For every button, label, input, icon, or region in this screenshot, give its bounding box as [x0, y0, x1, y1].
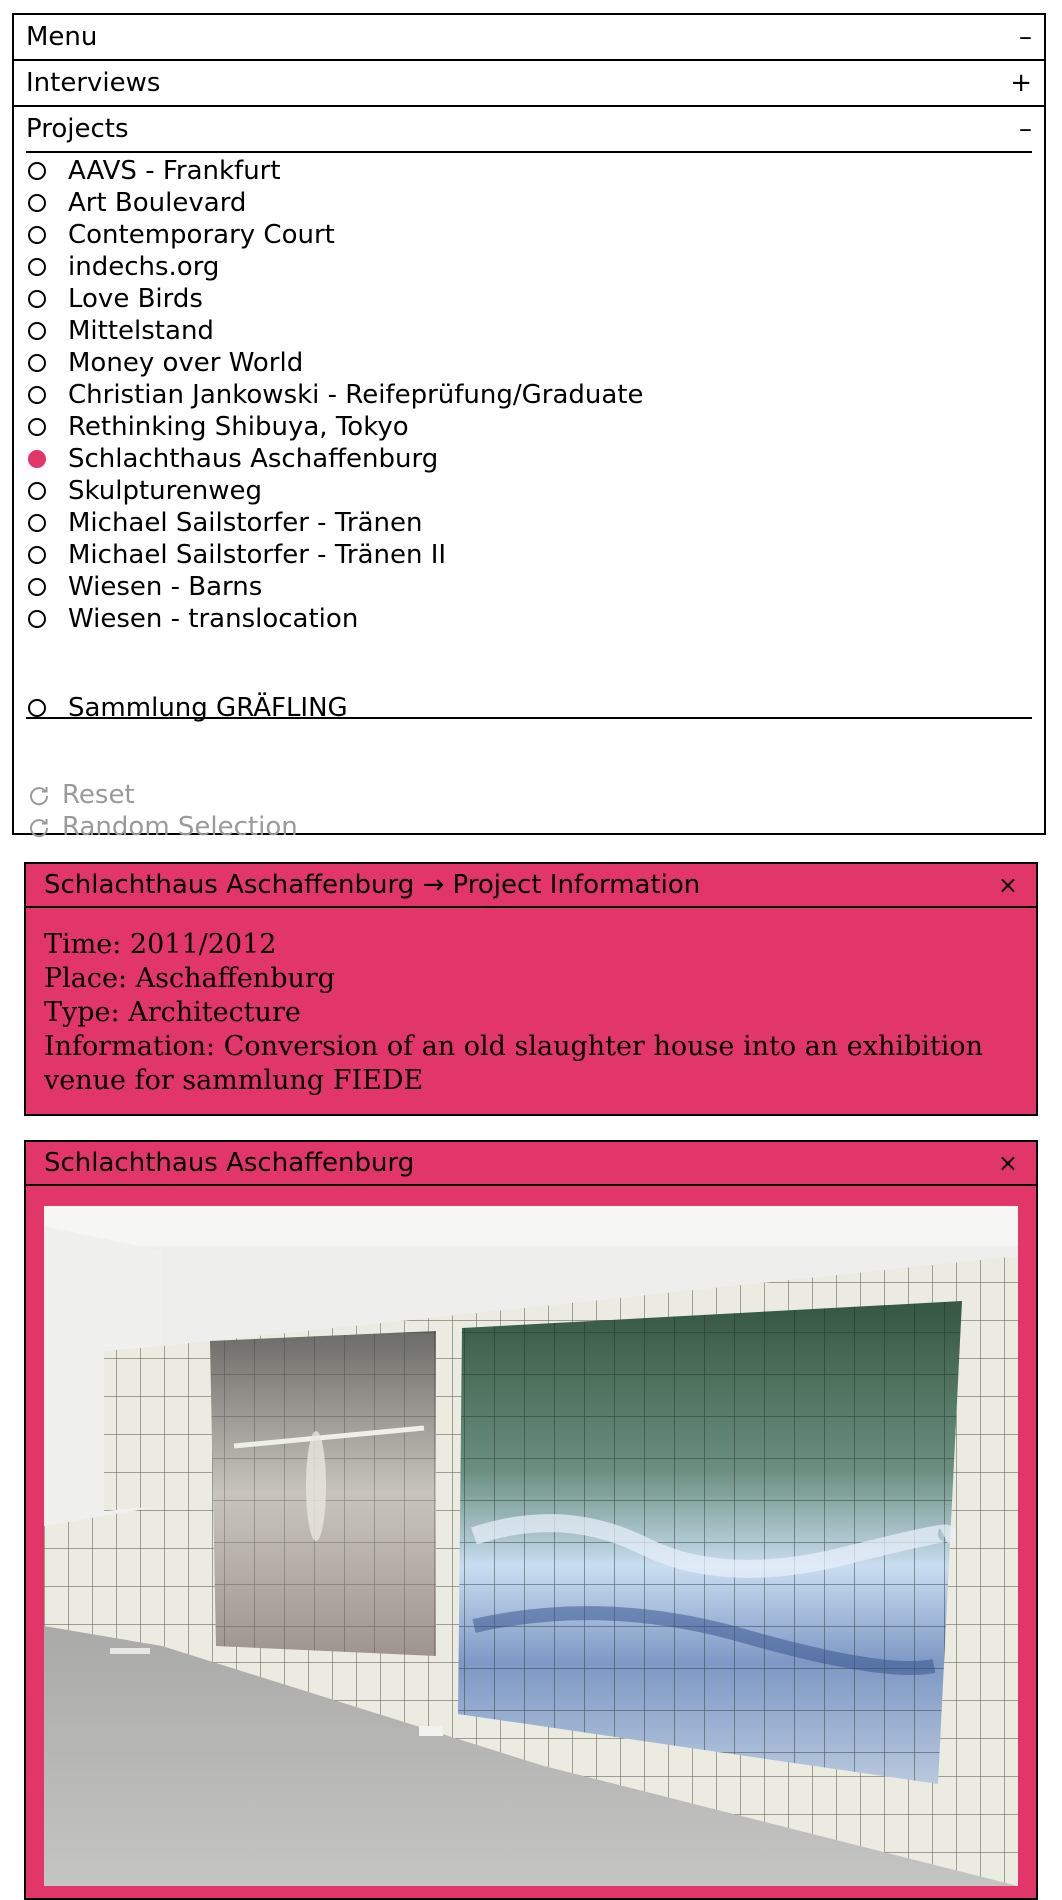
project-place: Place: Aschaffenburg [44, 963, 336, 994]
project-item-wiesen-barns[interactable] [26, 571, 1032, 603]
radio-icon[interactable] [28, 354, 46, 372]
radio-icon[interactable] [28, 482, 46, 500]
collapse-icon[interactable]: – [1019, 22, 1032, 52]
project-label: Money over World [68, 348, 304, 378]
project-type: Type: Architecture [44, 997, 301, 1028]
panel-title: Schlachthaus Aschaffenburg → Project Information [44, 870, 701, 900]
exhibition-room-photo [44, 1206, 1018, 1886]
project-label: Contemporary Court [68, 220, 335, 250]
project-info-body [26, 908, 1036, 1098]
project-label: Love Birds [68, 284, 203, 314]
project-item-love-birds[interactable] [26, 283, 1032, 315]
panel-title: Schlachthaus Aschaffenburg [44, 1148, 415, 1178]
expand-icon[interactable]: + [1010, 68, 1032, 98]
project-item-jankowski-reifepruefung[interactable] [26, 379, 1032, 411]
project-item-wiesen-translocation[interactable] [26, 603, 1032, 635]
menu-actions [26, 779, 298, 843]
project-label: Sammlung GRÄFLING [68, 693, 348, 723]
radio-icon[interactable] [28, 290, 46, 308]
radio-icon[interactable] [28, 162, 46, 180]
close-icon[interactable]: × [997, 871, 1018, 899]
project-item-aavs-frankfurt[interactable] [26, 155, 1032, 187]
menu-title: Menu [26, 22, 98, 52]
interviews-label: Interviews [26, 68, 161, 98]
radio-icon[interactable] [28, 546, 46, 564]
radio-icon[interactable] [28, 514, 46, 532]
close-icon[interactable]: × [997, 1149, 1018, 1177]
project-item-rethinking-shibuya[interactable] [26, 411, 1032, 443]
panel-header [26, 1142, 1036, 1186]
radio-icon[interactable] [28, 194, 46, 212]
project-label: Wiesen - translocation [68, 604, 359, 634]
project-item-contemporary-court[interactable] [26, 219, 1032, 251]
project-label: Art Boulevard [68, 188, 247, 218]
project-label: Skulpturenweg [68, 476, 262, 506]
menu-header[interactable] [14, 15, 1044, 61]
radio-icon[interactable] [28, 258, 46, 276]
random-selection-label: Random Selection [62, 812, 298, 842]
project-label: Michael Sailstorfer - Tränen II [68, 540, 447, 570]
project-item-sailstorfer-traenen[interactable] [26, 507, 1032, 539]
panel-header [26, 864, 1036, 908]
collapse-icon[interactable]: – [1019, 114, 1032, 144]
project-label: AAVS - Frankfurt [68, 156, 281, 186]
project-label: Wiesen - Barns [68, 572, 263, 602]
project-label: Rethinking Shibuya, Tokyo [68, 412, 409, 442]
refresh-icon [28, 784, 50, 806]
project-label: Schlachthaus Aschaffenburg [68, 444, 439, 474]
random-selection-button[interactable] [26, 811, 298, 843]
radio-icon[interactable] [28, 418, 46, 436]
project-label: Michael Sailstorfer - Tränen [68, 508, 423, 538]
project-label: indechs.org [68, 252, 220, 282]
radio-icon[interactable] [28, 578, 46, 596]
reset-label: Reset [62, 780, 135, 810]
project-label: Christian Jankowski - Reifeprüfung/Graduate [68, 380, 644, 410]
project-item-money-over-world[interactable] [26, 347, 1032, 379]
radio-icon[interactable] [28, 610, 46, 628]
project-image-panel [24, 1140, 1038, 1900]
projects-section-toggle[interactable] [26, 107, 1032, 153]
project-item-schlachthaus-aschaffenburg[interactable] [26, 443, 1032, 475]
project-item-mittelstand[interactable] [26, 315, 1032, 347]
radio-icon[interactable] [28, 699, 46, 717]
projects-label: Projects [26, 114, 129, 144]
radio-icon[interactable] [28, 386, 46, 404]
radio-icon[interactable] [28, 226, 46, 244]
radio-icon[interactable] [28, 322, 46, 340]
project-item-sailstorfer-traenen-ii[interactable] [26, 539, 1032, 571]
radio-selected-icon[interactable] [28, 450, 46, 468]
divider [26, 717, 1032, 719]
interviews-section-toggle[interactable] [14, 61, 1044, 107]
project-item-skulpturenweg[interactable] [26, 475, 1032, 507]
project-item-art-boulevard[interactable] [26, 187, 1032, 219]
project-list [26, 155, 1032, 635]
menu-panel [12, 13, 1046, 842]
refresh-icon [28, 816, 50, 838]
project-time: Time: 2011/2012 [44, 929, 277, 960]
reset-button[interactable] [26, 779, 298, 811]
project-photo [44, 1206, 1018, 1886]
project-item-indechs[interactable] [26, 251, 1032, 283]
project-item-sammlung-graefling[interactable] [26, 692, 1032, 724]
project-label: Mittelstand [68, 316, 214, 346]
project-information: Information: Conversion of an old slaughter house into an exhibition venue for sammlung FIEDE [44, 1031, 984, 1096]
project-information-panel [24, 862, 1038, 1116]
